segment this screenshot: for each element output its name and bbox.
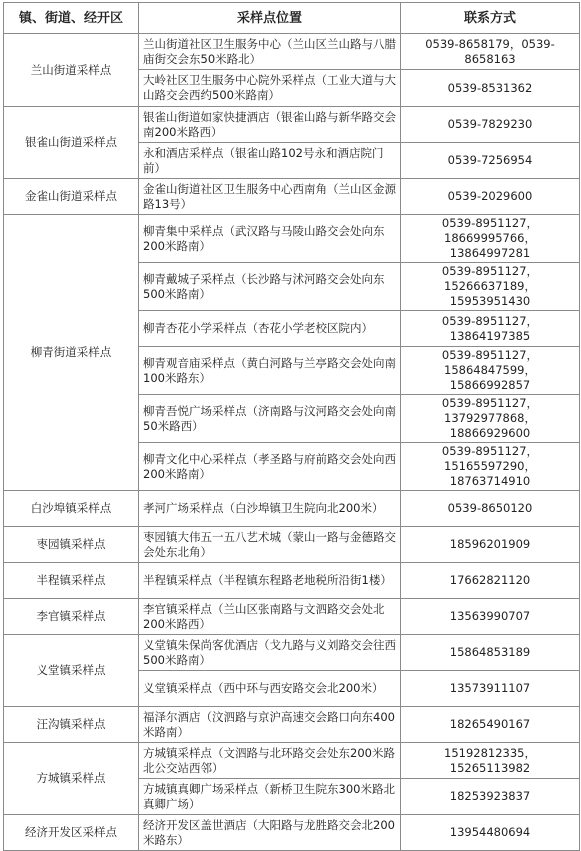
phone-cell: 18265490167 — [401, 707, 580, 743]
table-row — [4, 707, 580, 743]
location-cell: 义堂镇采样点（西中环与西安路交会北200米） — [139, 671, 401, 707]
location-cell: 兰山街道社区卫生服务中心（兰山区兰山路与八腊庙街交会东50米路北） — [139, 34, 401, 70]
phone-cell: 13563990707 — [401, 599, 580, 635]
phone-cell: 0539-8951127，13864197385 — [401, 311, 580, 347]
town-cell: 白沙埠镇采样点 — [4, 491, 139, 527]
phone-cell: 13573911107 — [401, 671, 580, 707]
table-row — [4, 179, 580, 215]
table-row — [4, 491, 580, 527]
town-cell: 枣园镇采样点 — [4, 527, 139, 563]
town-cell: 柳青街道采样点 — [4, 215, 139, 491]
table-row — [4, 215, 580, 263]
location-cell: 福泽尔酒店（汶泗路与京沪高速交会路口向东400米路南） — [139, 707, 401, 743]
phone-cell: 0539-8951127，18669995766，13864997281 — [401, 215, 580, 263]
table-row — [4, 563, 580, 599]
table-row — [4, 743, 580, 779]
phone-cell: 0539-8951127，15266637189，15953951430 — [401, 263, 580, 311]
table-row — [4, 527, 580, 563]
table-row — [4, 815, 580, 851]
town-cell: 半程镇采样点 — [4, 563, 139, 599]
location-cell: 大岭社区卫生服务中心院外采样点（工业大道与大山路交会西约500米路南） — [139, 70, 401, 107]
location-cell: 柳青吾悦广场采样点（济南路与汶河路交会处向南50米路西） — [139, 395, 401, 443]
town-cell: 经济开发区采样点 — [4, 815, 139, 851]
header-contact: 联系方式 — [401, 3, 580, 34]
location-cell: 经济开发区盖世酒店（大阳路与龙胜路交会北200米路东） — [139, 815, 401, 851]
header-location: 采样点位置 — [139, 3, 401, 34]
phone-cell: 0539-7256954 — [401, 143, 580, 179]
table-body — [4, 34, 580, 851]
phone-cell: 17662821120 — [401, 563, 580, 599]
table-row — [4, 34, 580, 70]
location-cell: 柳青戴城子采样点（长沙路与沭河路交会处向东500米路南） — [139, 263, 401, 311]
table-row — [4, 107, 580, 143]
sampling-sites-table — [3, 2, 580, 851]
phone-cell: 0539-7829230 — [401, 107, 580, 143]
header-town: 镇、街道、经开区 — [4, 3, 139, 34]
phone-cell: 0539-2029600 — [401, 179, 580, 215]
phone-cell: 15192812335，15265113982 — [401, 743, 580, 779]
location-cell: 孝河广场采样点（白沙埠镇卫生院向北200米） — [139, 491, 401, 527]
phone-cell: 0539-8951127，15165597290，18763714910 — [401, 443, 580, 491]
location-cell: 柳青观音庙采样点（黄白河路与兰亭路交会处向南100米路东） — [139, 347, 401, 395]
phone-cell: 18596201909 — [401, 527, 580, 563]
phone-cell: 15864853189 — [401, 635, 580, 671]
table-row — [4, 635, 580, 671]
phone-cell: 0539-8658179，0539-8658163 — [401, 34, 580, 70]
town-cell: 银雀山街道采样点 — [4, 107, 139, 179]
town-cell: 方城镇采样点 — [4, 743, 139, 815]
phone-cell: 0539-8650120 — [401, 491, 580, 527]
location-cell: 半程镇采样点（半程镇东程路老地税所沿街1楼） — [139, 563, 401, 599]
table-row — [4, 599, 580, 635]
phone-cell: 18253923837 — [401, 779, 580, 815]
phone-cell: 13954480694 — [401, 815, 580, 851]
location-cell: 义堂镇朱保尚客优酒店（戈九路与义刘路交会往西500米路南） — [139, 635, 401, 671]
phone-cell: 0539-8951127，15864847599，15866992857 — [401, 347, 580, 395]
location-cell: 李官镇采样点（兰山区张南路与文泗路交会处北200米路西） — [139, 599, 401, 635]
location-cell: 柳青杏花小学采样点（杏花小学老校区院内） — [139, 311, 401, 347]
location-cell: 银雀山街道如家快捷酒店（银雀山路与新华路交会南200米路西） — [139, 107, 401, 143]
phone-cell: 0539-8951127，13792977868，18866929600 — [401, 395, 580, 443]
town-cell: 李官镇采样点 — [4, 599, 139, 635]
header-row — [4, 3, 580, 34]
location-cell: 柳青文化中心采样点（孝圣路与府前路交会处向西200米路南） — [139, 443, 401, 491]
location-cell: 方城镇采样点（文泗路与北环路交会处东200米路北公交站西邻） — [139, 743, 401, 779]
location-cell: 枣园镇大伟五一五八艺术城（蒙山一路与金德路交会处东北角） — [139, 527, 401, 563]
phone-cell: 0539-8531362 — [401, 70, 580, 107]
town-cell: 义堂镇采样点 — [4, 635, 139, 707]
location-cell: 永和酒店采样点（银雀山路102号永和酒店院门前） — [139, 143, 401, 179]
location-cell: 方城镇真卿广场采样点（新桥卫生院东300米路北真卿广场） — [139, 779, 401, 815]
town-cell: 汪沟镇采样点 — [4, 707, 139, 743]
location-cell: 金雀山街道社区卫生服务中心西南角（兰山区金源路13号） — [139, 179, 401, 215]
town-cell: 金雀山街道采样点 — [4, 179, 139, 215]
location-cell: 柳青集中采样点（武汉路与马陵山路交会处向东200米路南） — [139, 215, 401, 263]
town-cell: 兰山街道采样点 — [4, 34, 139, 107]
